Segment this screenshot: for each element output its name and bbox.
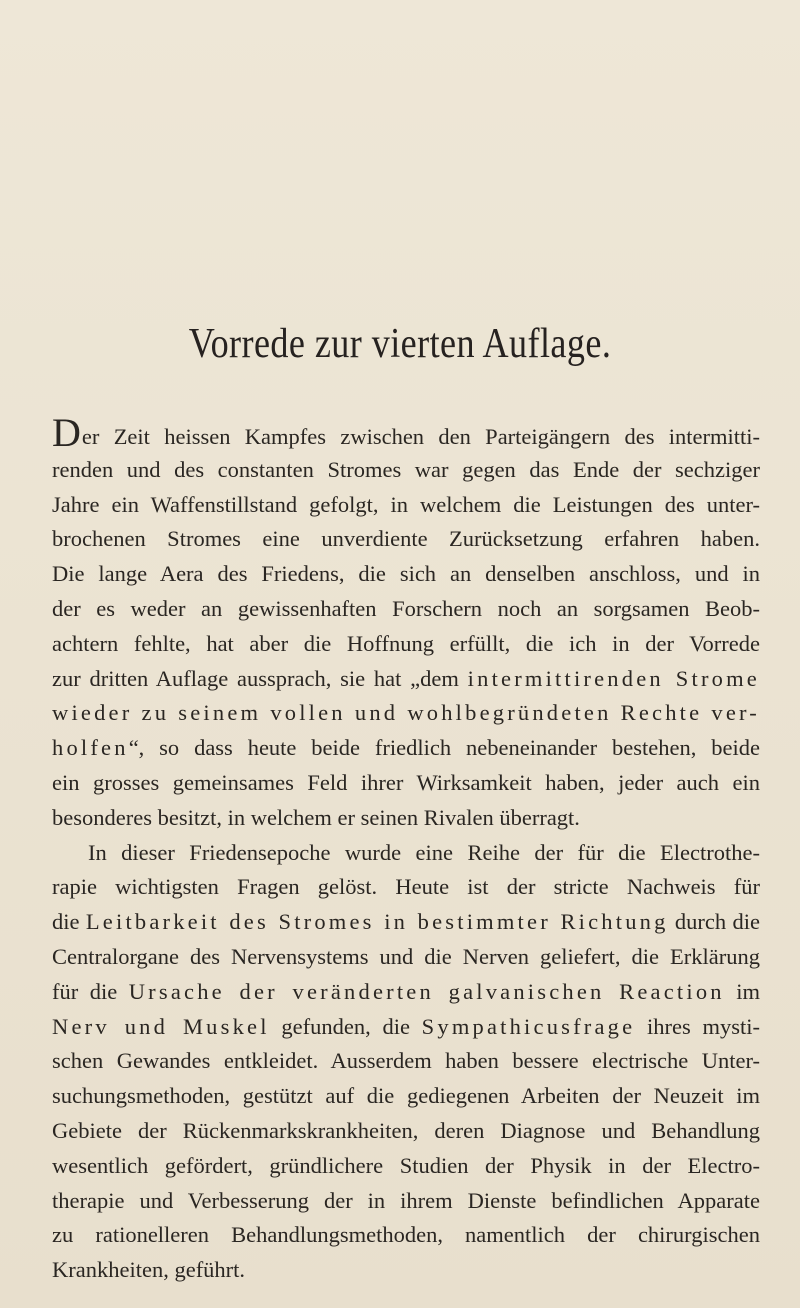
- text-line: In dieser Friedensepoche wurde eine Reihe der für die Electrothe-: [88, 839, 760, 865]
- text-line: Der Zeit heissen Kampfes zwischen den Parteigängern des intermitti-: [52, 410, 760, 455]
- text-line: Nerv und Muskel gefunden, die Sympathicusfrage ihres mysti-: [52, 1013, 760, 1039]
- text-line: der es weder an gewissenhaften Forschern noch an sorgsamen Beob-: [52, 595, 760, 621]
- text-line: besonderes besitzt, in welchem er seinen Rivalen überragt.: [52, 804, 580, 830]
- text-line: rapie wichtigsten Fragen gelöst. Heute ist der stricte Nachweis für: [52, 874, 760, 900]
- text-line: die Leitbarkeit des Stromes in bestimmter Richtung durch die: [52, 909, 760, 935]
- emphasis-spaced: Ursache der veränderten galvanischen Reaction: [128, 978, 725, 1004]
- text-line: brochenen Stromes eine unverdiente Zurücksetzung erfahren haben.: [52, 526, 760, 552]
- text-line: zu rationelleren Behandlungsmethoden, namentlich der chirurgischen: [52, 1222, 760, 1248]
- text-line: Jahre ein Waffenstillstand gefolgt, in welchem die Leistungen des unter-: [52, 491, 760, 517]
- text-line: ein grosses gemeinsames Feld ihrer Wirksamkeit haben, jeder auch ein: [52, 769, 760, 795]
- text-line: schen Gewandes entkleidet. Ausserdem haben bessere electrische Unter-: [52, 1048, 760, 1074]
- body-text: [52, 410, 760, 1288]
- emphasis-spaced: Nerv und Muskel: [52, 1013, 270, 1039]
- text-line: [52, 696, 760, 731]
- text-line: Centralorgane des Nervensystems und die Nerven geliefert, die Erklärung: [52, 943, 760, 969]
- text-line: Krankheiten, geführt.: [52, 1257, 246, 1283]
- text-line: für die Ursache der veränderten galvanischen Reaction im: [52, 978, 760, 1004]
- emphasis-spaced: Sympathicusfrage: [421, 1013, 636, 1039]
- text-line: wesentlich gefördert, gründlichere Studien der Physik in der Electro-: [52, 1152, 760, 1178]
- text-line: renden und des constanten Stromes war gegen das Ende der sechziger: [52, 456, 760, 482]
- text-line: zur dritten Auflage aussprach, sie hat „dem intermittirenden Strome: [52, 665, 760, 691]
- text-line: achtern fehlte, hat aber die Hoffnung erfüllt, die ich in der Vorrede: [52, 630, 760, 656]
- text-line: Gebiete der Rückenmarkskrankheiten, deren Diagnose und Behandlung: [52, 1117, 760, 1143]
- emphasis-spaced: intermittirenden Strome: [467, 665, 760, 691]
- text-line: holfen“, so dass heute beide friedlich nebeneinander bestehen, beide: [52, 735, 760, 761]
- emphasis-spaced: holfen: [52, 735, 129, 761]
- emphasis-spaced: Leitbarkeit des Stromes in bestimmter Richtung: [85, 909, 669, 935]
- text-line: suchungsmethoden, gestützt auf die gediegenen Arbeiten der Neuzeit im: [52, 1083, 760, 1109]
- drop-cap: D: [52, 410, 81, 455]
- text-line: Die lange Aera des Friedens, die sich an denselben anschloss, und in: [52, 561, 760, 587]
- page-title: Vorrede zur vierten Auflage.: [188, 321, 612, 367]
- emphasis-spaced: wieder zu seinem vollen und wohlbegründeten Rechte ver-: [52, 700, 760, 726]
- text-line: therapie und Verbesserung der in ihrem Dienste befindlichen Apparate: [52, 1187, 760, 1213]
